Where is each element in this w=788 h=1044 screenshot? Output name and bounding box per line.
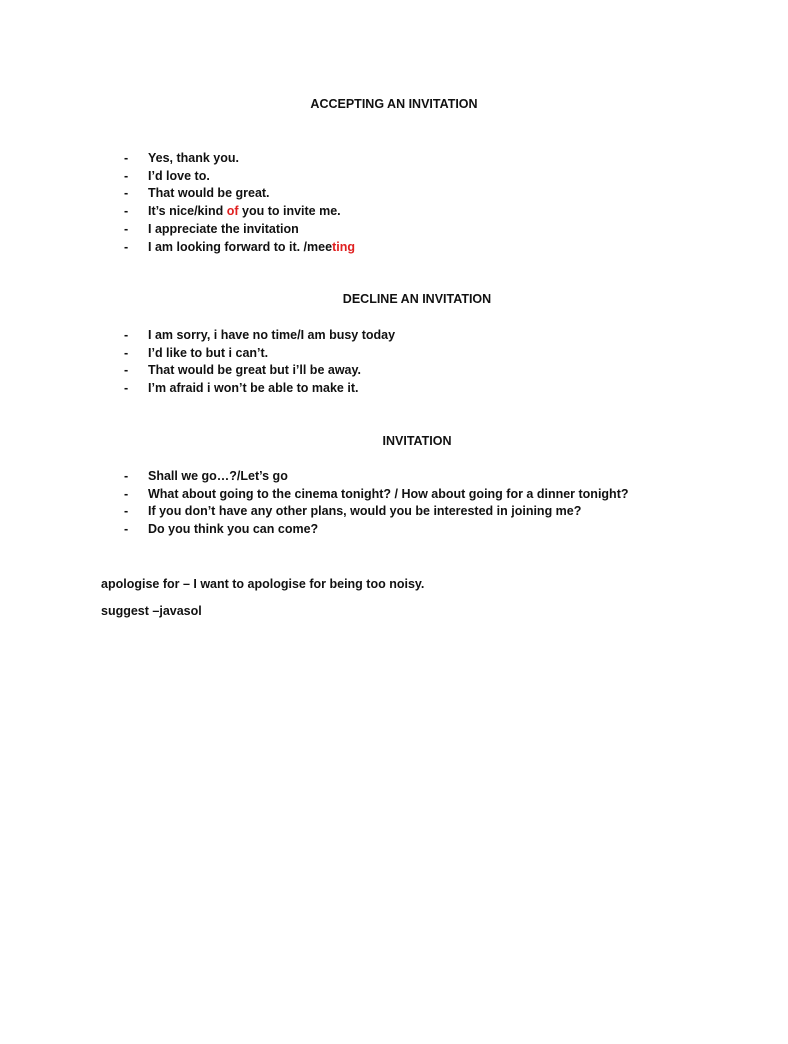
bullet-dash: - xyxy=(124,381,129,395)
highlighted-text: of xyxy=(226,204,239,218)
invitation-list-item xyxy=(148,468,288,484)
bullet-dash: - xyxy=(124,346,129,360)
item-text: Yes, thank you. xyxy=(148,151,240,165)
item-text: If you don’t have any other plans, would you be interested in joining me? xyxy=(148,504,582,518)
highlighted-text: ting xyxy=(332,240,355,254)
accepting-list-item xyxy=(148,221,299,237)
item-text: I am looking forward to it. /mee xyxy=(148,240,333,254)
decline-list-item xyxy=(148,380,358,396)
bullet-dash: - xyxy=(124,169,129,183)
heading-accepting: ACCEPTING AN INVITATION xyxy=(310,97,478,111)
bullet-dash: - xyxy=(124,151,129,165)
bullet-dash: - xyxy=(124,363,129,377)
bullet-dash: - xyxy=(124,240,129,254)
item-text: I’d like to but i can’t. xyxy=(148,346,269,360)
item-text: That would be great but i’ll be away. xyxy=(148,363,361,377)
item-text: I appreciate the invitation xyxy=(148,222,299,236)
heading-invitation: INVITATION xyxy=(382,434,452,448)
item-text: I’m afraid i won’t be able to make it. xyxy=(148,381,359,395)
decline-list-item xyxy=(148,362,361,378)
bullet-dash: - xyxy=(124,328,129,342)
heading-decline: DECLINE AN INVITATION xyxy=(342,292,492,306)
accepting-list-item xyxy=(148,203,341,219)
bullet-dash: - xyxy=(124,487,129,501)
bullet-dash: - xyxy=(124,222,129,236)
bullet-dash: - xyxy=(124,204,129,218)
item-text: I’d love to. xyxy=(148,169,210,183)
invitation-list-item xyxy=(148,503,581,519)
decline-list-item xyxy=(148,345,268,361)
note-suggest: suggest –javasol xyxy=(101,604,202,618)
accepting-list-item xyxy=(148,185,270,201)
item-text: I am sorry, i have no time/I am busy today xyxy=(148,328,396,342)
bullet-dash: - xyxy=(124,504,129,518)
decline-list-item xyxy=(148,327,395,343)
accepting-list-item xyxy=(148,168,210,184)
invitation-list-item xyxy=(148,486,629,502)
item-text: What about going to the cinema tonight? / How about going for a dinner tonight? xyxy=(148,487,629,501)
bullet-dash: - xyxy=(124,186,129,200)
bullet-dash: - xyxy=(124,522,129,536)
item-text: Shall we go…?/Let’s go xyxy=(148,469,288,483)
item-text: It’s nice/kind xyxy=(148,204,227,218)
accepting-list-item xyxy=(148,239,355,255)
invitation-list-item xyxy=(148,521,318,537)
item-text: Do you think you can come? xyxy=(148,522,319,536)
accepting-list-item xyxy=(148,150,239,166)
item-text: you to invite me. xyxy=(238,204,341,218)
bullet-dash: - xyxy=(124,469,129,483)
item-text: That would be great. xyxy=(148,186,270,200)
note-apologise: apologise for – I want to apologise for being too noisy. xyxy=(101,577,425,591)
